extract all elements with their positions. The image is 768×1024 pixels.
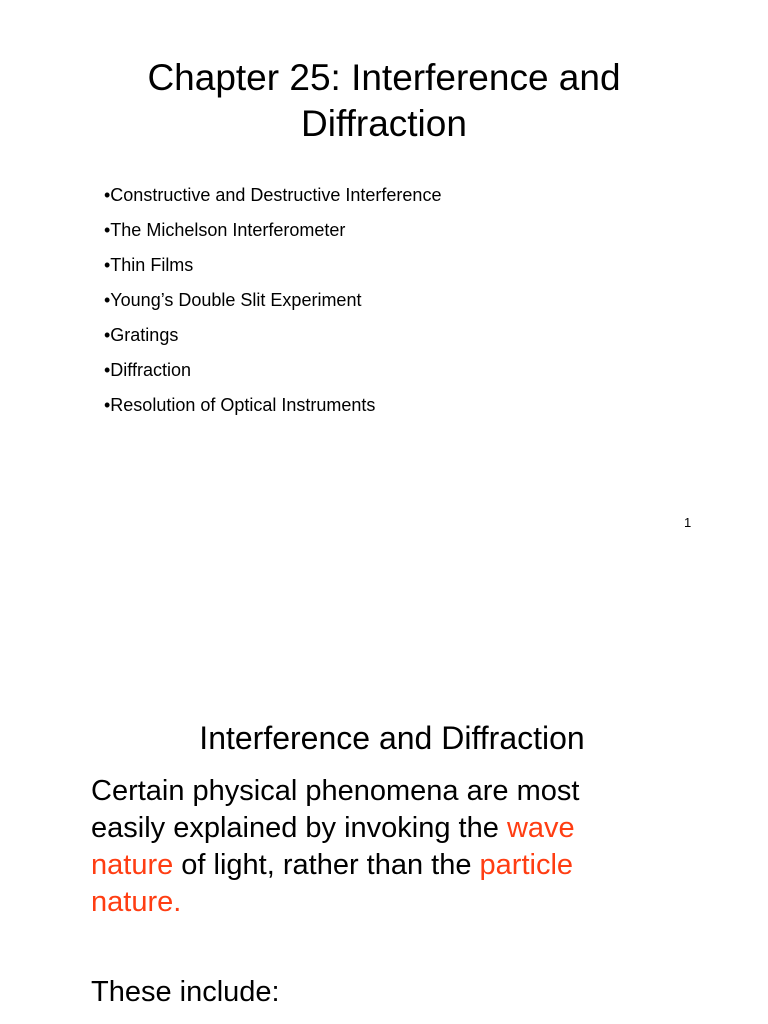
topic-item: •Thin Films <box>104 255 194 275</box>
slide-1-title: Chapter 25: Interference and Diffraction <box>147 57 621 144</box>
topic-item: •Constructive and Destructive Interference <box>104 185 442 205</box>
paragraph-text-1: Certain physical phenomena are most easily explained by invoking the <box>91 775 580 844</box>
topic-list <box>104 181 441 426</box>
paragraph-text-2: of light, rather than the <box>173 849 480 881</box>
these-include-heading: These include: <box>91 976 280 1008</box>
topic-item: •Diffraction <box>104 360 192 380</box>
highlight-particle-nature: particle nature. <box>91 849 574 918</box>
topic-item: •Young’s Double Slit Experiment <box>104 290 362 310</box>
page-number: 1 <box>684 515 692 530</box>
slide-2 <box>0 560 768 1024</box>
topic-item: •The Michelson Interferometer <box>104 220 346 240</box>
highlight-wave-nature: wave nature <box>91 812 575 881</box>
slide-2-title: Interference and Diffraction <box>199 720 585 756</box>
topic-item: •Resolution of Optical Instruments <box>104 395 376 415</box>
intro-paragraph <box>91 773 651 921</box>
topic-item: •Gratings <box>104 325 179 345</box>
